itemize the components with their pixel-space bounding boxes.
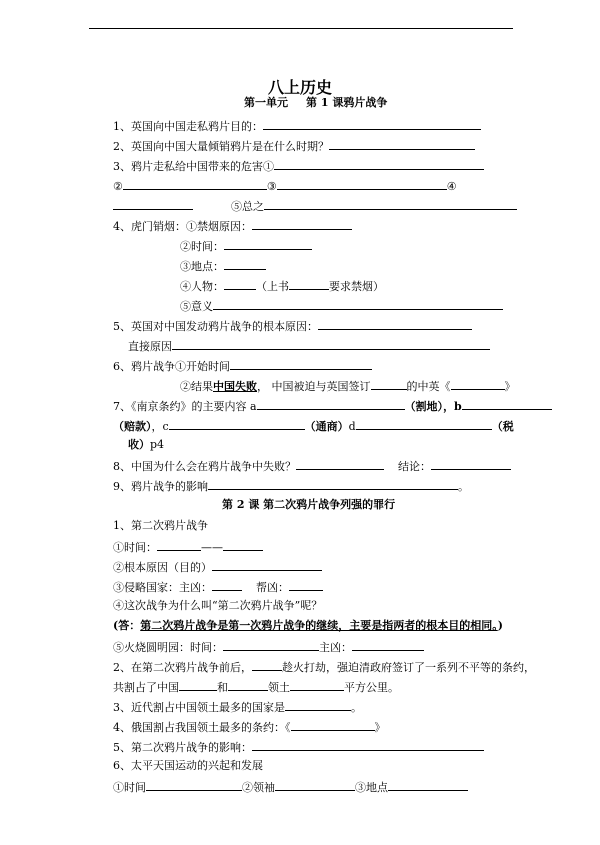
l1-q2-text: 2、英国向中国大量倾销鸦片是在什么时期？ (113, 140, 329, 153)
lesson-2-heading: 第 2 课 第二次鸦片战争列强的罪行 (222, 498, 396, 511)
answer-blank[interactable] (356, 418, 492, 430)
answer-blank[interactable] (123, 178, 267, 190)
l2-q6-3-text: ③地点 (355, 781, 388, 794)
answer-blank[interactable] (264, 198, 517, 210)
l2-q2-row2 (113, 679, 399, 695)
l1-q7j-text: p4 (150, 438, 165, 451)
l2-q5 (113, 739, 484, 755)
unit-label: 第一单元 (244, 96, 288, 109)
answer-blank[interactable] (224, 238, 312, 250)
l1-q6-2b-text: 中国失败 (213, 380, 257, 393)
l2-q2e-text: 领土 (268, 681, 290, 694)
answer-blank[interactable] (157, 539, 201, 551)
l1-q4-text: 4、虎门销烟：①禁烟原因： (113, 220, 252, 233)
l1-q6-text: 6、鸦片战争①开始时间 (113, 360, 230, 373)
l1-q7-row3 (128, 438, 164, 452)
l1-q9 (113, 478, 469, 494)
l1-q5-text: 5、英国对中国发动鸦片战争的根本原因： (113, 320, 318, 333)
answer-blank[interactable] (352, 639, 424, 651)
answer-blank[interactable] (289, 278, 329, 290)
answer-blank[interactable] (228, 679, 268, 691)
l2-q6-1-text: ①时间 (113, 781, 146, 794)
l1-q6-2 (180, 378, 516, 394)
l1-q3-5-text: ⑤总之 (231, 200, 264, 213)
answer-blank[interactable] (296, 458, 384, 470)
l2-q4b-text: 》 (374, 721, 386, 734)
answer-blank[interactable] (252, 218, 352, 230)
answer-blank[interactable] (371, 378, 407, 390)
answer-blank[interactable] (224, 278, 256, 290)
l1-q3-text: 3、鸦片走私给中国带来的危害① (113, 160, 274, 173)
l1-q1 (113, 118, 481, 134)
l2-q4 (113, 719, 386, 735)
l2-q1-3a-text: ③侵略国家：主凶： (113, 581, 212, 594)
l1-q7i-text: 收） (128, 438, 150, 451)
answer-blank[interactable] (318, 318, 472, 330)
answer-blank[interactable] (462, 398, 552, 410)
l2-q3-end-text: 。 (351, 701, 362, 714)
l2-q1-1-text: ①时间： (113, 541, 157, 554)
answer-blank[interactable] (169, 418, 305, 430)
l1-q5-2 (128, 338, 490, 354)
l1-q7a-text: 7、《南京条约》的主要内容 a (113, 400, 257, 413)
answer-blank[interactable] (208, 478, 458, 490)
l1-q5-2-text: 直接原因 (128, 340, 172, 353)
l1-q4-4b-text: （上书 (256, 280, 289, 293)
answer-blank[interactable] (223, 639, 319, 651)
answer-blank[interactable] (290, 679, 344, 691)
l2-answer (113, 619, 503, 633)
l2-q1-3b-text: 帮凶： (256, 581, 289, 594)
l1-q8b-text: 结论： (398, 460, 431, 473)
l1-q9-end-text: 。 (458, 480, 469, 493)
l1-q5 (113, 318, 472, 334)
answer-blank[interactable] (213, 298, 503, 310)
answer-blank[interactable] (113, 198, 193, 210)
l1-q4-4 (180, 278, 384, 294)
answer-blank[interactable] (257, 398, 405, 410)
answer-blank[interactable] (277, 178, 447, 190)
l2-q1-4: ④这次战争为什么叫“第二次鸦片战争”呢？ (113, 599, 323, 612)
answer-blank[interactable] (146, 779, 242, 791)
answer-blank[interactable] (212, 579, 242, 591)
answer-blank[interactable] (179, 679, 217, 691)
l1-q4-2-text: ②时间： (180, 240, 224, 253)
l1-q7-row2 (113, 418, 514, 434)
answer-blank[interactable] (275, 779, 355, 791)
unit-heading (244, 96, 387, 110)
answer-blank[interactable] (285, 699, 351, 711)
l2-q2a-text: 2、在第二次鸦片战争前后， (113, 661, 252, 674)
l2-q3-text: 3、近代割占中国领土最多的国家是 (113, 701, 285, 714)
l1-q8 (113, 458, 511, 474)
l1-q8a-text: 8、中国为什么会在鸦片战争中失败？ (113, 460, 296, 473)
answer-blank[interactable] (252, 739, 484, 751)
l2-q6-2-text: ②领袖 (242, 781, 275, 794)
l1-q7f-text: （通商） (304, 420, 349, 433)
answer-text: 第二次鸦片战争是第一次鸦片战争的继续，主要是指两者的根本目的相同。 (140, 619, 498, 632)
l1-q6-2d-text: 的中英《 (406, 380, 451, 393)
l2-q1-5b-text: 主凶： (319, 641, 352, 654)
l2-q3 (113, 699, 362, 715)
l1-q4-2 (180, 238, 312, 254)
l1-q7c-text: ，b (443, 400, 462, 413)
l1-q4-5 (180, 298, 503, 314)
l1-q3-3-text: ③ (266, 180, 277, 193)
l2-q1-2-text: ②根本原因（目的） (113, 561, 212, 574)
l2-q1-5a-text: ⑤火烧圆明园：时间： (113, 641, 223, 654)
l2-q1-3 (113, 579, 323, 595)
answer-blank[interactable] (252, 659, 282, 671)
l1-q6-2e-text: 》 (504, 380, 516, 393)
l2-q2d-text: 和 (217, 681, 228, 694)
l1-q4-4a-text: ④人物： (180, 280, 224, 293)
l2-q6: 6、太平天国运动的兴起和发展 (113, 759, 263, 772)
answer-blank[interactable] (451, 378, 505, 390)
l1-q3-4-text: ④ (446, 180, 457, 193)
l2-q2f-text: 平方公里。 (344, 681, 399, 694)
l2-q2c-text: 共割占了中国 (113, 681, 179, 694)
l1-q7g-text: d (348, 420, 356, 433)
l2-q1-5 (113, 639, 424, 655)
l1-q4-3-text: ③地点： (180, 260, 224, 273)
answer-blank[interactable] (388, 779, 468, 791)
l2-q2b-text: 趁火打劫，强迫清政府签订了一系列不平等的条约， (282, 661, 535, 674)
answer-blank[interactable] (291, 719, 375, 731)
answer-blank[interactable] (329, 138, 475, 150)
answer-blank[interactable] (289, 579, 323, 591)
answer-suffix: ) (497, 619, 503, 632)
l1-q4-3 (180, 258, 266, 274)
l1-q7h-text: （税 (491, 420, 514, 433)
l1-q7e-text: ，c (151, 420, 169, 433)
l2-q5-text: 5、第二次鸦片战争的影响： (113, 741, 252, 754)
l1-q3-row2 (113, 178, 457, 194)
l1-q6-2a-text: ②结果 (180, 380, 213, 393)
l2-q1: 1、第二次鸦片战争 (113, 519, 208, 532)
answer-blank[interactable] (274, 158, 484, 170)
l2-q4a-text: 4、俄国割占我国领土最多的条约：《 (113, 721, 291, 734)
l1-q7b-text: （割地） (404, 400, 444, 413)
l1-q3 (113, 158, 484, 174)
lesson-1-label: 第 1 课鸦片战争 (306, 96, 388, 109)
page-title: 八上历史 (267, 78, 332, 97)
l1-q3-row3 (113, 198, 517, 214)
l1-q6-2c-text: ， 中国被迫与英国签订 (257, 380, 371, 393)
l1-q1-text: 1、英国向中国走私鸦片目的： (113, 120, 263, 133)
answer-blank[interactable] (212, 559, 322, 571)
answer-prefix: (答： (113, 619, 141, 632)
l2-q1-2 (113, 559, 322, 575)
l1-q2 (113, 138, 475, 154)
answer-blank[interactable] (263, 118, 481, 130)
l1-q9-text: 9、鸦片战争的影响 (113, 480, 208, 493)
l1-q3-2-text: ② (113, 180, 123, 193)
answer-blank[interactable] (172, 338, 490, 350)
l2-q6-1 (113, 779, 468, 795)
l1-q7d-text: （赔款） (113, 420, 152, 433)
answer-blank[interactable] (223, 539, 263, 551)
l1-q4 (113, 218, 352, 234)
answer-blank[interactable] (224, 258, 266, 270)
l2-q1-1 (113, 539, 263, 555)
l1-q7 (113, 398, 552, 414)
answer-blank[interactable] (431, 458, 511, 470)
l1-q4-5-text: ⑤意义 (180, 300, 213, 313)
l1-q4-4c-text: 要求禁烟） (329, 280, 384, 293)
l2-q1-1-dash: —— (201, 541, 223, 554)
answer-blank[interactable] (230, 358, 372, 370)
l2-q2 (113, 659, 535, 675)
header-rule (89, 28, 513, 29)
l1-q6 (113, 358, 372, 374)
